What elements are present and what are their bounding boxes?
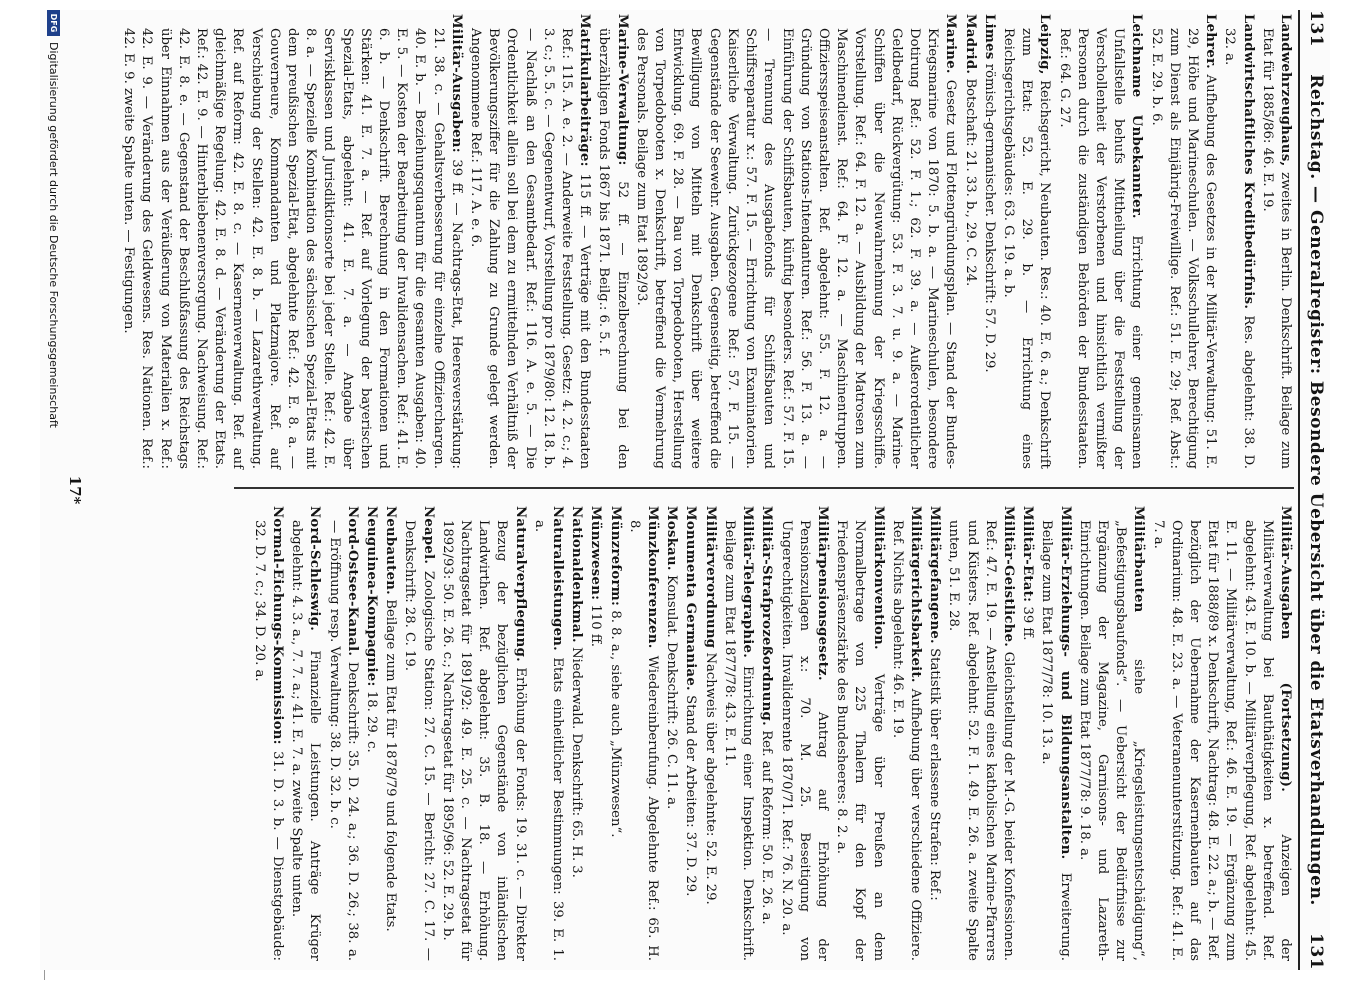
register-entry xyxy=(594,14,630,469)
register-entry xyxy=(1018,506,1036,961)
entry-heading: Lehrer. xyxy=(1203,14,1219,70)
scan-margin xyxy=(0,0,30,1000)
entry-heading: Militärbauten xyxy=(1131,506,1147,613)
entry-heading: Münzreform: xyxy=(607,506,623,607)
entry-heading: Neuguinea-Kompagnie: xyxy=(364,506,380,687)
entry-heading: Militärgerichtsbarkeit. xyxy=(907,506,923,683)
footer-text: Digitalisierung gefördert durch die Deutsche Forschungsgemeinschaft xyxy=(47,42,60,428)
page-signature: 17* xyxy=(66,475,84,505)
register-entry xyxy=(586,506,604,961)
entry-text: Statistik über erlassene Strafen: Ref.: xyxy=(927,648,943,901)
entry-text: Verträge über Preußen an dem Normalbetrage von 225 Thalern für den Kopf der Friedenspräsenzstärke des Bundesheeres: 8. 2. a. xyxy=(834,520,886,961)
entry-heading: Neubauten. xyxy=(383,506,399,596)
entry-heading: Normal-Eichungs-Kommission: xyxy=(270,506,286,745)
entry-text: siehe „Kriegsleistungsentschädigung“, „Befestigungsbaufonds“. — Uebersicht der Bedürfnisse zur Ergänzung der Magazine, Garnisons- und Lazareth-Einrichtungen. Beilage zum Etat 1877/78: 9. 18. a. xyxy=(1076,520,1147,961)
entry-text: Botschaft: 21. 33. b., 29. C. 24. xyxy=(962,78,978,287)
register-entry xyxy=(632,14,960,469)
entry-heading: Marine. xyxy=(943,14,959,74)
entry-heading: Militärkonvention. xyxy=(870,506,886,650)
entry-heading: Marine-Verwaltung: xyxy=(614,14,630,166)
register-entry xyxy=(605,506,623,961)
entry-text: Beilage zum Etat für 1878/79 und folgende Etats. xyxy=(383,599,399,932)
entry-text: Res. abgelehnt: 38. D. 32. a. xyxy=(1222,28,1256,469)
entry-text: 39 ff. xyxy=(1020,606,1036,641)
register-entry xyxy=(832,506,887,961)
entry-heading: Nord-Schleswig. xyxy=(307,506,323,632)
register-entry xyxy=(1037,506,1073,961)
entry-heading: Militär-Etat: xyxy=(1020,506,1036,603)
entry-text: Gesetz und Flottengründungsplan. — Stand der Bundes-Kriegsmarine von 1870: 5. b. a. — Marineschulen, besondere Dotirung Ref.: 52. F. 1.; 62. F. 39. a. — Außerordentlicher Geldbedarf, Rückvergütung: 53. F. 3. 7. u. 9. a. — Marine-Schiffen über die Neuwahrnehmung der Kriegsschiffe. Vorstellung. Ref.: 64. F. 12. a. — Ausbildung der Matrosen zum Maschinendienst. Ref.: 64. F. 12. a. — Maschinentruppen. Offiziersspeiseanstalten. Ref. abgelehnt: 55. F. 12. a. — Gründung von Stations-Intendanturen. Ref.: 56. F. 13. a. — Einführung der Schiffsbauten, künftig besonders. Ref.: 57. F. 15. — Trennung des Ausgabefonds für Schiffsbauten und Schiffsreparatur x.: 57. F. 15. — Errichtung von Examinatorien. Kaiserliche Verwaltung. Zurückgezogene Ref.: 57. F. 15. — Gegenstände der Seewehr. Ausgaben. Gegenseitig, betreffend die Bewilligung von Mitteln mit Denkschrift über weitere Entwicklung. 69. F. 28. — Bau von Torpedobooten, Herstellung von Torpedobooten x. Denkschrift, betreffend die Vermehrung des Personals. Beilage zum Etat 1892/93. xyxy=(633,28,959,469)
register-entry xyxy=(250,506,286,961)
entry-text: Errichtung einer gemeinsamen Unfallstelle behufs Mittheilung über die Feststellung der Verschollenheit der Verstorbenen und hinsichtlich vermißter Personen durch die zuständigen Behörden der Bundesstaaten. Ref.: 64. G. 27. xyxy=(1056,28,1145,470)
entry-text: Konsulat. Denkschrift: 26. C. 11. a. xyxy=(664,574,680,810)
page-number-left: 131 xyxy=(1306,10,1326,47)
entry-text: Antrag auf Erhöhung der Pensionszulagen x.: 70. M. 25. Beseitigung von Ungerechtigkeiten. Invalidenrente 1870/71. Ref.: 76. N. 20. a. xyxy=(778,520,830,961)
page-header xyxy=(1298,10,1330,970)
entry-heading: Limes xyxy=(981,14,997,60)
entry-heading: Militärgefangene. xyxy=(927,506,943,644)
entry-text: Finanzielle Leistungen. Anträge Krüger abgelehnt: 4. 3. a., 7. 7. a.; 41. E. 7. a. zweite Spalte unten. xyxy=(289,520,323,961)
entry-text: 110 ff. xyxy=(588,604,604,647)
register-entry xyxy=(324,506,360,961)
entry-heading: Matrikularbeiträge: xyxy=(577,14,593,167)
register-entry xyxy=(381,506,399,961)
entry-text: 18. 29. c. xyxy=(364,690,380,753)
entry-text: Gleichstellung der M.-G. beider Konfessionen. Ref.: 47. E. 19. — Anstellung eines katholischen Marine-Pfarrers und Küsters. Ref. abgelehnt: 52. F. 1. 49. E. 26. a. zweite Spalte unten, 51. E. 28. xyxy=(946,520,1016,961)
entry-text: 115 ff. — Verträge mit den Bundesstaaten Ref.: 115. A. e. 2. — Anderweite Feststellung. Gesetz: 4. 2. c.; 4. 3. c.; 5. 5. c. — Gegenentwurf, Vorstellung pro 1879/80: 12. 18. b. — Nachlaß an den Gesamtbedarf. Ref.: 116. A. e. 5. — Die Ordentlichkeit allein soll bei dem zu ermittelnden Verhältniß der Bevölkerungsziffer für die Zahlung zu Grunde gelegt werden. Angenommene Ref.: 117. A. e. 6. xyxy=(468,28,593,469)
register-entry xyxy=(1054,14,1145,469)
entry-text: 8. 8. a., siehe auch „Münzwesen“. xyxy=(607,610,623,838)
entry-heading: Münzwesen: xyxy=(588,506,604,601)
entry-heading: Militär-Strafprozeßordnung. xyxy=(759,506,775,726)
right-column xyxy=(249,506,1294,961)
entry-heading: Naturalleistungen. xyxy=(550,506,566,652)
entry-text: Stand der Arbeiten: 37. D. 29. xyxy=(683,695,699,897)
entry-heading: Nord-Ostsee-Kanal. xyxy=(344,506,360,657)
entry-text: Niederwald. Denkschrift: 65. H. 3. xyxy=(569,647,585,878)
register-entry xyxy=(757,506,775,961)
register-entry xyxy=(466,14,593,469)
register-entry xyxy=(287,506,323,961)
register-entry xyxy=(681,506,699,961)
entry-text: Erhöhung der Fonds: 19. 31. c. — Direkter Bezug der bezüglichen Gegenstände von inländischen Landwirthen. Ref. abgelehnt: 35. B. 18. — Erhöhung. Nachtragsetat für 1891/92: 49. E. 25. c. — Nachtragsetat für 1892/93: 50. E. 26. c.; Nachtragsetat für 1895/96: 52. E. 29. b. xyxy=(439,520,528,962)
entry-text: Reichsgericht, Neubauten. Res.: 40. E. 6. a.; Denkschrift zum Etat: 52. E. 29. b. — Errichtung eines Reichsgerichtsgebäudes: 63. G. 19. a. b. xyxy=(1000,28,1053,469)
register-entry xyxy=(625,506,661,961)
entry-text: 31. D. 3. b. — Dienstgebäude: 32. D. 7. c.; 34. D. 20. a. xyxy=(251,520,286,961)
entry-heading: Militärpensionsgesetz. xyxy=(814,506,830,681)
column-divider xyxy=(234,487,1294,489)
register-entry xyxy=(1146,14,1219,469)
register-entry xyxy=(980,14,998,469)
register-entry xyxy=(530,506,566,961)
entry-text: Denkschrift: 35. D. 24. a.; 36. D. 26.; 38. a. — Eröffnung resp. Verwaltung: 38. D. 32. b. c. xyxy=(326,520,360,961)
entry-heading: Landwirtschaftliches Kreditbedürfnis. xyxy=(1240,14,1256,310)
register-entry xyxy=(701,506,719,961)
document-page xyxy=(40,10,1330,970)
entry-text: Einrichtung einer Inspektion. Denkschrift. Beilage zum Etat 1877/78: 43. E. 11. xyxy=(721,520,756,961)
register-entry xyxy=(888,506,924,961)
register-entry xyxy=(1148,506,1294,961)
entry-heading: Militär-Ausgaben (Fortsetzung). xyxy=(1278,506,1293,793)
entry-text: Wiedereinberufung. Abgelehnte Ref.: 65. H. 8. xyxy=(626,520,661,961)
entry-heading: Militär-Geistliche. xyxy=(1000,506,1016,648)
entry-text: zweites in Berlin. Denkschrift. Beilage zum Etat für 1885/86: 46. E. 19. xyxy=(1259,28,1293,469)
entry-heading: Naturalverpflegung. xyxy=(512,506,528,662)
entry-text: Anzeigen der Militärverwaltung bei Bauthätigkeiten x. betreffend. Ref. abgelehnt: 43. E. 10. b. — Militärverpflegung, Ref. abgelehnt: 45. E. 11. — Militärverwaltung, Ref.: 46. E. 19. — Ergänzung zum Etat für 1888/89 x. Denkschrift, Nachtrag: 48. E. 22. a.; b. — Ref. bezüglich der Uebernahme der Kasernenbauten auf das Ordinarium: 48. E. 23. a. — Veteranenunterstützung. Ref.: 41. E. 7. a. xyxy=(1150,520,1293,962)
register-entry xyxy=(362,506,380,961)
entry-heading: Münzkonferenzen. xyxy=(645,506,661,649)
register-entry xyxy=(567,506,585,961)
entry-text: Nachweis über abgelehnte: 52. E. 29. xyxy=(702,652,718,905)
entry-heading: Madrid. xyxy=(962,14,978,75)
page-title: Reichstag. — Generalregister: Besondere Uebersicht über die Etatsverhandlungen. xyxy=(1306,74,1326,906)
entry-text: Zoologische Station: 27. C. 15. — Bericht: 27. C. 17. — Denkschrift: 28. C. 19. xyxy=(402,520,436,961)
entry-heading: Monumenta Germaniae. xyxy=(683,506,699,691)
entry-heading: Landwehrzeughaus, xyxy=(1278,14,1293,167)
entry-text: römisch-germanischer. Denkschrift: 57. D. 29. xyxy=(981,63,997,373)
entry-heading: Nationaldenkmal. xyxy=(569,506,585,643)
entry-heading: Leipzig, xyxy=(1037,14,1053,75)
entry-heading: Militär-Telegraphie. xyxy=(740,506,756,659)
register-entry xyxy=(999,14,1054,469)
dfg-logo: DFG xyxy=(47,10,60,36)
entry-heading: Neapel. xyxy=(420,506,436,565)
left-column xyxy=(118,14,1294,469)
entry-text: 39 ff. — Nachtrags-Etat, Heeresverstärkung: 21. 38. c. — Gehaltsverbesserung für einzelne Offizierchargen. 40. E. b. — Beziehungsquantum für die gesamten Ausgaben: 40. E. 5. — Kosten der Bearbeitung der Invalidensachen. Ref.: 41. E. 6. b. — Denkschrift. Berechnung in den Formationen und Stärken: 41. E. 7. a. — Ref. auf Vorlegung der bayerischen Spezial-Etats, abgelehnt: 41. E. 7. a. — Angabe über Servisklassen und Jurisdiktionsorte bei jeder Stelle. Ref.: 42. E. 8. a. — Spezielle Kombination des sächsischen Spezial-Etats mit dem preußischen Spezial-Etat, abgelehnte Ref.: 42. E. 8. a. — Gouverneure, Kommandanten und Platzmajore. Ref. auf Verschiebung der Stellen: 42. E. 8. b. — Lazarethverwaltung. Ref. auf Reform: 42. E. 8. c. — Kasernenverwaltung. Ref. auf gleichmäßige Regelung: 42. E. 8. d. — Veränderung der Etats. Ref.: 42. E. 9. — Hinterbliebenenversorgung. Nachweisung. Ref.: 42. E. 8. e. — Gegenstand der Beschlußfassung des Reichstags über Einnahmen aus der Veräußerung von Materialien x. Ref.: 42. E. 9. — Veränderung des Geldwesens. Res. Nationen. Ref.: 42. E. 9. zweite Spalte unten. — Festigungen. xyxy=(121,28,464,469)
register-entry xyxy=(662,506,680,961)
register-entry xyxy=(925,506,943,961)
register-entry xyxy=(438,506,529,961)
register-entry xyxy=(960,14,978,469)
entry-heading: Leichname Unbekannter. xyxy=(1129,14,1145,219)
register-entry xyxy=(944,506,1017,961)
entry-heading: Moskau. xyxy=(664,506,680,571)
register-entry xyxy=(1220,14,1256,469)
register-entry xyxy=(720,506,756,961)
page-number-right: 131 xyxy=(1306,933,1326,970)
entry-text: Aufhebung über verschiedene Offiziere. Ref. Nichts abgelehnt: 46. E. 19. xyxy=(889,520,923,962)
entry-text: Etats einheitlicher Bestimmungen: 39. E. 1. a. xyxy=(531,520,566,961)
register-entry xyxy=(776,506,831,961)
register-entry xyxy=(119,14,465,469)
register-entry xyxy=(1258,14,1294,469)
register-entry xyxy=(1075,506,1148,961)
page-footer xyxy=(44,10,60,970)
entry-heading: Militär-Ausgaben: xyxy=(448,14,464,153)
register-entry xyxy=(400,506,436,961)
entry-text: Erweiterung. Beilage zum Etat 1877/78: 10. 13. a. xyxy=(1039,520,1073,961)
entry-text: Aufhebung des Gesetzes in der Militär-Verwaltung: 51. E. 29, Höhe und Marineschulen. — Volksschullehrer, Berechtigung zum Dienst als Einjährig-Freiwillige. Ref.: 51. E. 29; Ref. Abst.: 52. E. 29. b. 6. xyxy=(1148,28,1219,469)
entry-text: 52 ff. — Einzelberechnung bei den überzähligen Fonds 1867 bis 1871. Beilg.: 6. 5. f. xyxy=(596,28,630,469)
entry-heading: Militärverordnung xyxy=(702,506,718,649)
entry-text: Ref. auf Reform: 50. E. 26. a. xyxy=(759,730,775,925)
entry-heading: Militär-Erziehungs- und Bildungsanstalten. xyxy=(1057,506,1073,860)
